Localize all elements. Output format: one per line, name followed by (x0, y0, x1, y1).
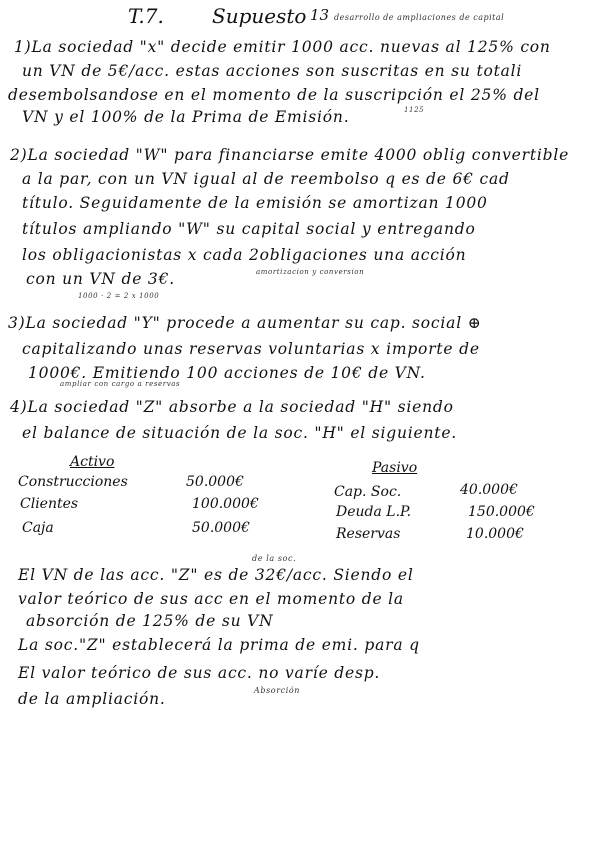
closing-line-2: valor teórico de sus acc en el momento de la (18, 590, 404, 608)
exercise-number: 13 (310, 6, 330, 24)
header (0, 4, 600, 32)
ex1-line-1: 1)La sociedad "x" decide emitir 1000 acc. nuevas al 125% con (14, 38, 551, 56)
closing-line-3: absorción de 125% de su VN (26, 612, 274, 630)
ex2-line-4: títulos ampliando "W" su capital social y entregando (22, 220, 476, 238)
closing-line-4: La soc."Z" establecerá la prima de emi. para q (18, 636, 420, 654)
pasivo-label: Cap. Soc. (334, 484, 402, 500)
pasivo-value: 150.000€ (468, 504, 535, 520)
pasivo-label: Deuda L.P. (336, 504, 412, 520)
activo-label: Clientes (20, 496, 79, 512)
ex4-line-2: el balance de situación de la soc. "H" el siguiente. (22, 424, 458, 442)
activo-value: 50.000€ (192, 520, 250, 536)
ex1-line-3: desembolsandose en el momento de la suscripción el 25% del (8, 86, 540, 104)
ex2-calc: 1000 · 2 = 2 x 1000 (78, 292, 160, 300)
header-subtitle: desarrollo de ampliaciones de capital (334, 13, 505, 22)
activo-label: Construcciones (18, 474, 128, 490)
closing-line-5: El valor teórico de sus acc. no varíe desp. (18, 664, 381, 682)
pasivo-value: 10.000€ (466, 526, 524, 542)
page-title: Supuesto (212, 4, 307, 28)
ex2-line-1: 2)La sociedad "W" para financiarse emite 4000 oblig convertible (10, 146, 570, 164)
ex2-line-2: a la par, con un VN igual al de reembolso q es de 6€ cad (22, 170, 510, 188)
ex1-line-2: un VN de 5€/acc. estas acciones son suscritas en su totali (22, 62, 523, 80)
pasivo-label: Reservas (336, 526, 401, 542)
closing-line-6: de la ampliación. (18, 690, 166, 708)
ex2-line-6: con un VN de 3€. (26, 270, 175, 288)
ex3-line-1: 3)La sociedad "Y" procede a aumentar su cap. social ⊕ (8, 314, 482, 332)
closing-tail-note: Absorción (254, 686, 301, 695)
topic-label: T.7. (128, 4, 164, 28)
ex2-line-5: los obligacionistas x cada 2obligaciones una acción (22, 246, 467, 264)
ex3-line-2: capitalizando unas reservas voluntarias x importe de (22, 340, 480, 358)
activo-value: 100.000€ (192, 496, 259, 512)
closing-line-1: El VN de las acc. "Z" es de 32€/acc. Siendo el (18, 566, 414, 584)
ex3-calc: ampliar con cargo a reservas (60, 380, 181, 388)
pasivo-value: 40.000€ (460, 482, 518, 498)
activo-title: Activo (70, 454, 115, 470)
ex2-line-3: título. Seguidamente de la emisión se amortizan 1000 (22, 194, 488, 212)
pasivo-title: Pasivo (372, 460, 418, 476)
ex2-annotation: amortizacion y conversion (256, 268, 365, 276)
activo-label: Caja (22, 520, 54, 536)
ex1-annotation: 1125 (404, 106, 425, 114)
activo-value: 50.000€ (186, 474, 244, 490)
ex4-line-1: 4)La sociedad "Z" absorbe a la sociedad "H" siendo (10, 398, 454, 416)
closing-superscript: de la soc. (252, 554, 297, 563)
ex3-line-3: 1000€. Emitiendo 100 acciones de 10€ de VN. (28, 364, 426, 382)
ex1-line-4: VN y el 100% de la Prima de Emisión. (22, 108, 350, 126)
